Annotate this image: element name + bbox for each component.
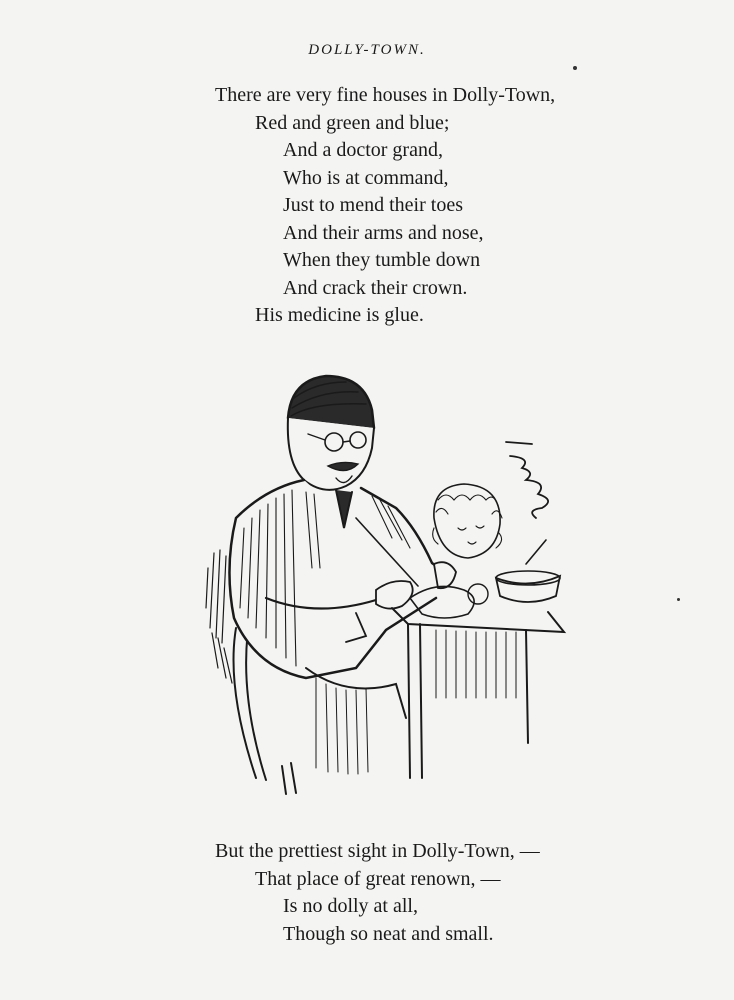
stanza-1 — [0, 82, 556, 330]
verse-line: Though so neat and small. — [283, 922, 494, 945]
paper-speck — [677, 598, 680, 601]
stanza-2 — [0, 838, 540, 948]
verse-line: But the prettiest sight in Dolly-Town, — — [215, 840, 540, 862]
verse-line: Red and green and blue; — [255, 111, 450, 134]
verse-line: There are very fine houses in Dolly-Town, — [215, 84, 556, 106]
running-head: DOLLY-TOWN. — [308, 42, 426, 58]
verse-line: And crack their crown. — [283, 276, 468, 299]
verse-line: Who is at command, — [283, 166, 449, 189]
verse-line: His medicine is glue. — [255, 304, 424, 326]
verse-line: And a doctor grand, — [283, 139, 443, 161]
verse-line: That place of great renown, — — [255, 867, 501, 890]
verse-line: When they tumble down — [283, 249, 481, 271]
doctor-mending-doll-illustration — [196, 368, 576, 798]
verse-line: Just to mend their toes — [283, 194, 463, 216]
verse-line: Is no dolly at all, — [283, 895, 418, 917]
verse-line: And their arms and nose, — [283, 221, 484, 244]
paper-speck — [573, 66, 577, 70]
